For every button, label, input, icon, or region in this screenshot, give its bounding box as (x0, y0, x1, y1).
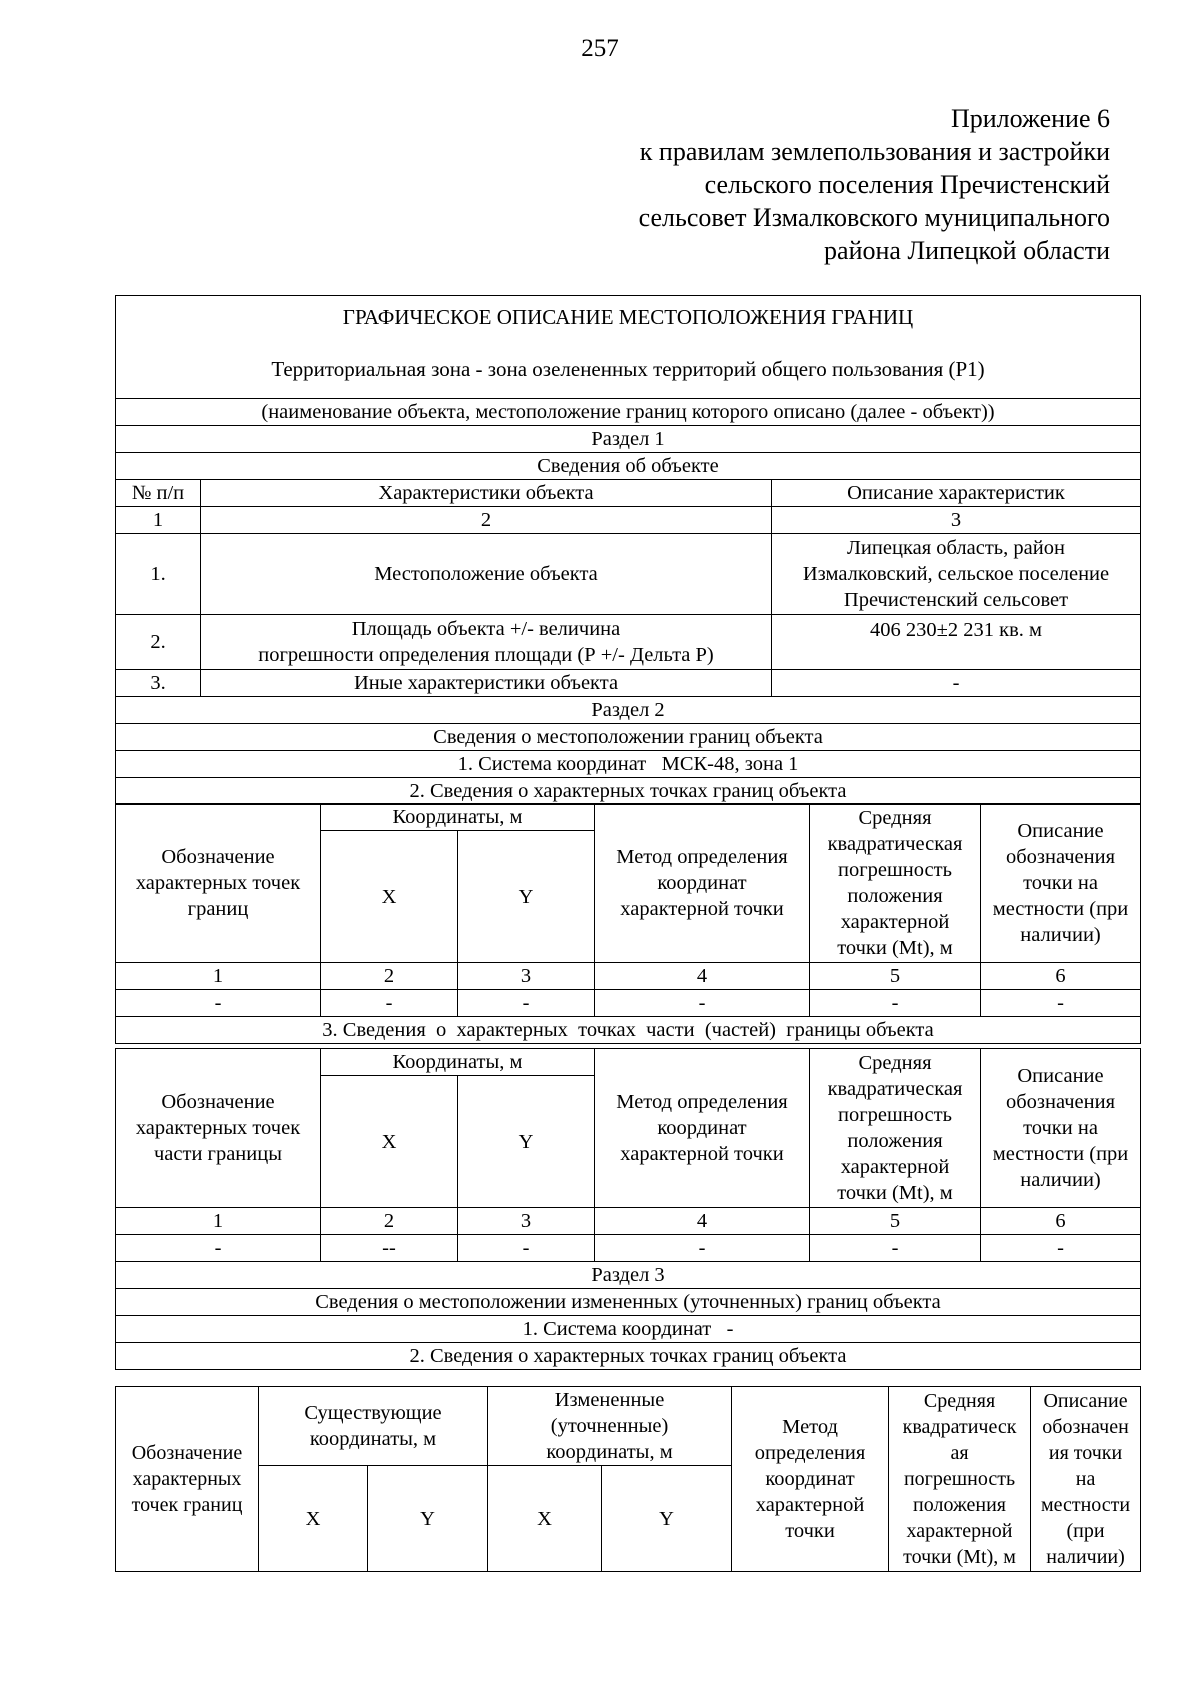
table-cell: - (981, 1235, 1141, 1262)
changed-coords-header (488, 1387, 732, 1466)
value-line: Измалковский, сельское поселение (802, 563, 1110, 585)
header-line: характерных (132, 1468, 242, 1490)
header-line: точки (Mt), м (903, 1546, 1016, 1568)
col-error (889, 1387, 1031, 1572)
header-line: точки на (1023, 872, 1098, 894)
column-header-description: Описание характеристик (772, 480, 1141, 507)
table-cell: - (116, 990, 321, 1017)
header-line: положения (913, 1494, 1007, 1516)
title-block (116, 296, 1141, 399)
header-line: обозначения (1005, 846, 1116, 868)
header-line: Средняя (858, 807, 932, 829)
header-line: координат (765, 1468, 855, 1490)
header-line: характерной точки (620, 1143, 784, 1165)
header-line: ая (950, 1442, 969, 1464)
table-cell: -- (321, 1235, 458, 1262)
table-cell: - (981, 990, 1141, 1017)
column-number: 1 (116, 507, 201, 534)
col-method (595, 1049, 810, 1208)
appendix-line: к правилам землепользования и застройки (639, 137, 1110, 166)
section3-subtitle: Сведения о местоположении измененных (уточненных) границ объекта (116, 1289, 1141, 1316)
header-line: координат (657, 872, 747, 894)
section3-title: Раздел 3 (116, 1262, 1141, 1289)
col-error (810, 804, 981, 963)
header-line: характерной (840, 911, 950, 933)
section1-title: Раздел 1 (116, 426, 1141, 453)
table-cell: - (321, 990, 458, 1017)
header-line: Метод (782, 1416, 838, 1438)
header-line: (при (1066, 1520, 1105, 1542)
header-line: точки (Mt), м (837, 1182, 953, 1204)
appendix-line: сельского поселения Пречистенский (704, 170, 1110, 199)
col-description (981, 1049, 1141, 1208)
header-line: характерной (906, 1520, 1013, 1542)
header-line: Существующие (304, 1402, 442, 1425)
row-num: 1. (116, 534, 201, 615)
parts-table (115, 1048, 1141, 1370)
col-error (810, 1049, 981, 1208)
header-line: характерной точки (620, 898, 784, 920)
header-line: координаты, м (546, 1441, 673, 1464)
header-line: квадратическая (827, 1078, 963, 1100)
header-line: Описание (1017, 1065, 1104, 1087)
col-changed-y: Y (602, 1466, 732, 1572)
header-line: Обозначение (161, 1091, 275, 1113)
header-line: погрешность (838, 1104, 952, 1126)
column-number: 2 (201, 507, 772, 534)
header-line: местности (при (992, 898, 1129, 920)
section1-subtitle: Сведения об объекте (116, 453, 1141, 480)
header-line: Метод определения (616, 846, 788, 868)
header-line: ия точки (1048, 1442, 1123, 1464)
col-designation (116, 804, 321, 963)
header-line: границ (187, 898, 249, 920)
header-line: погрешность (838, 859, 952, 881)
header-line: квадратическая (827, 833, 963, 855)
row-value: - (772, 670, 1141, 697)
column-number: 3 (458, 963, 595, 990)
section2-title: Раздел 2 (116, 697, 1141, 724)
table-cell: - (810, 990, 981, 1017)
table-cell: - (458, 990, 595, 1017)
col-x: X (321, 831, 458, 963)
header-line: характерной (755, 1494, 865, 1516)
table-cell: - (595, 990, 810, 1017)
column-number: 2 (321, 1208, 458, 1235)
header-line: обозначен (1042, 1416, 1129, 1438)
table-cell: - (116, 1235, 321, 1262)
column-number: 6 (981, 963, 1141, 990)
coords-header: Координаты, м (321, 804, 595, 831)
header-line: местности (при (992, 1143, 1129, 1165)
points-table (115, 803, 1141, 1044)
existing-coords-header (259, 1387, 488, 1466)
col-description (981, 804, 1141, 963)
column-number: 4 (595, 963, 810, 990)
main-table (115, 295, 1141, 805)
section2-parts-title: 3. Сведения о характерных точках части (частей) границы объекта (116, 1017, 1141, 1044)
value-line: Пречистенский сельсовет (843, 589, 1069, 611)
header-line: обозначения (1005, 1091, 1116, 1113)
column-number: 3 (458, 1208, 595, 1235)
col-x: X (321, 1076, 458, 1208)
column-number: 4 (595, 1208, 810, 1235)
column-number: 2 (321, 963, 458, 990)
header-line: Описание (1043, 1390, 1128, 1412)
col-y: Y (458, 831, 595, 963)
appendix-line: Приложение 6 (950, 104, 1110, 133)
section3-points-title: 2. Сведения о характерных точках границ объекта (116, 1343, 1141, 1370)
table-cell: - (458, 1235, 595, 1262)
header-line: наличии) (1020, 1169, 1101, 1191)
header-line: точки на (1023, 1117, 1098, 1139)
header-line: Метод определения (616, 1091, 788, 1113)
row-num: 2. (116, 615, 201, 670)
header-line: Обозначение (131, 1442, 243, 1464)
header-line: (уточненные) (550, 1415, 669, 1438)
header-line: Средняя (858, 1052, 932, 1074)
column-number: 3 (772, 507, 1141, 534)
changed-points-table (115, 1386, 1141, 1572)
row-name: Иные характеристики объекта (201, 670, 772, 697)
header-line: Средняя (923, 1390, 996, 1412)
header-line: точки (785, 1520, 835, 1542)
row-value: 406 230±2 231 кв. м (772, 615, 1141, 670)
value-line: Липецкая область, район (847, 537, 1065, 559)
header-line: части границы (153, 1143, 282, 1165)
name-line: Площадь объекта +/- величина (351, 618, 621, 640)
header-line: характерных точек (135, 872, 301, 894)
document-title: ГРАФИЧЕСКОЕ ОПИСАНИЕ МЕСТОПОЛОЖЕНИЯ ГРАНИЦ (342, 305, 914, 329)
section2-subtitle: Сведения о местоположении границ объекта (116, 724, 1141, 751)
col-method (732, 1387, 889, 1572)
header-line: положения (847, 1130, 943, 1152)
col-designation (116, 1387, 259, 1572)
table-cell: - (810, 1235, 981, 1262)
zone-caption: (наименование объекта, местоположение границ которого описано (далее - объект)) (116, 399, 1141, 426)
section3-coord-system: 1. Система координат - (116, 1316, 1141, 1343)
header-line: местности (1040, 1494, 1131, 1516)
section2-coord-system: 1. Система координат МСК-48, зона 1 (116, 751, 1141, 778)
header-line: характерных точек (135, 1117, 301, 1139)
header-line: Описание (1017, 820, 1104, 842)
appendix-line: района Липецкой области (824, 236, 1110, 265)
col-existing-y: Y (368, 1466, 488, 1572)
col-y: Y (458, 1076, 595, 1208)
col-existing-x: X (259, 1466, 368, 1572)
col-description (1031, 1387, 1141, 1572)
header-line: Обозначение (161, 846, 275, 868)
header-line: точек границ (131, 1494, 243, 1516)
zone-name: Территориальная зона - зона озелененных территорий общего пользования (Р1) (271, 357, 985, 381)
column-number: 5 (810, 963, 981, 990)
appendix-line: сельсовет Измалковского муниципального (638, 203, 1110, 232)
header-line: наличии) (1046, 1546, 1125, 1568)
table-cell: - (595, 1235, 810, 1262)
page-number: 257 (581, 35, 619, 62)
section2-points-title: 2. Сведения о характерных точках границ объекта (116, 778, 1141, 805)
header-line: погрешность (903, 1468, 1016, 1490)
header-line: на (1075, 1468, 1096, 1490)
header-line: наличии) (1020, 924, 1101, 946)
column-number: 5 (810, 1208, 981, 1235)
column-number: 1 (116, 963, 321, 990)
header-line: характерной (840, 1156, 950, 1178)
header-line: координаты, м (309, 1428, 437, 1451)
column-header-num: № п/п (116, 480, 201, 507)
header-line: координат (657, 1117, 747, 1139)
name-line: погрешности определения площади (Р +/- Дельта Р) (258, 644, 714, 666)
col-changed-x: X (488, 1466, 602, 1572)
column-number: 1 (116, 1208, 321, 1235)
column-number: 6 (981, 1208, 1141, 1235)
coords-header: Координаты, м (321, 1049, 595, 1076)
row-name: Местоположение объекта (201, 534, 772, 615)
col-method (595, 804, 810, 963)
header-line: квадратическ (902, 1416, 1017, 1438)
row-name (201, 615, 772, 670)
column-header-characteristics: Характеристики объекта (201, 480, 772, 507)
row-num: 3. (116, 670, 201, 697)
header-line: Измененные (554, 1389, 665, 1412)
header-line: определения (754, 1442, 866, 1464)
header-line: точки (Mt), м (837, 937, 953, 959)
appendix-header (639, 102, 1110, 267)
col-designation (116, 1049, 321, 1208)
row-value (772, 534, 1141, 615)
header-line: положения (847, 885, 943, 907)
